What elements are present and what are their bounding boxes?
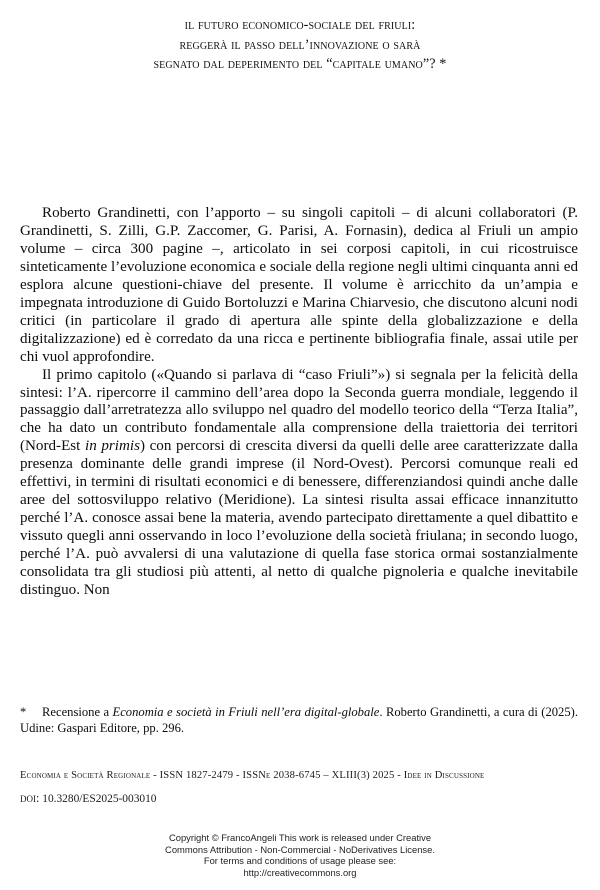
title-line-2: reggerà il passo dell’innovazione o sarà [179,36,421,53]
footnote-marker: * [20,705,27,719]
title-line-3: segnato dal deperimento del “capitale umano”? * [153,56,447,72]
article-body [20,205,578,600]
copyright-line-1: Copyright © FrancoAngeli This work is released under Creative [168,832,432,843]
footnote-book-title: Economia e società in Friuli nell’era digital-globale [112,705,380,719]
paragraph-2-segment-3: ) con percorsi di crescita diversi da quelli delle aree caratterizzate dalla presenza dominante delle grandi imprese (il Nord-Ovest). Percorsi comunque reali ed effettivi, in termini di risultati economici e di benessere, differenziandosi quindi anche dalle aree del sottosviluppo relativo (Meridione). La sintesi risulta assai efficace innanzitutto perché l’A. conosce assai bene la materia, avendo partecipato direttamente a quel dibattito e vissuto quegli anni osservando in loco l’evoluzione della società friulana; in secondo luogo, perché l’A. può avvalersi di una valutazione di quella fase storica ormai sostanzialmente consolidata tra gli studiosi più attenti, al netto di qualche pignoleria e qualche inevitabile distinguo. Non [20,438,578,599]
doi-value: 10.3280/ES2025-003010 [42,793,157,805]
copyright-url[interactable]: http://creativecommons.org [243,866,357,878]
footnote-prefix: Recensione a [42,705,113,719]
body-paragraph-2 [20,367,578,600]
article-title [20,16,580,75]
footnote-suffix: . Roberto Grandinetti, a cura di (2025). Udine: Gaspari Editore, pp. 296. [20,705,578,735]
paragraph-2-segment-1: Il primo capitolo («Quando si parlava di “caso Friuli”») si segnala per la felicità della sintesi: l’A. ripercorre il cammino dell’area dopo la Seconda guerra mondiale, leggendo il passaggio dall’arretratezza allo sviluppo nel quadro del modello teorico della “Terza Italia”, che ha dato un contributo fondamentale alla comprensione della traiettoria dei territori (Nord-Est [20,366,578,455]
body-paragraph-1: Roberto Grandinetti, con l’apporto – su singoli capitoli – di alcuni collaboratori (P. Grandinetti, S. Zilli, G.P. Zaccomer, G. Parisi, A. Fornasin), dedica al Friuli un ampio volume – circa 300 pagine –, articolato in sei corposi capitoli, in cui ricostruisce sinteticamente l’evoluzione economica e sociale della regione negli ultimi cinquanta anni ed esplora alcune questioni-chiave del presente. Il volume è arricchito da un’ampia e impegnata introduzione di Guido Bortoluzzi e Marina Chiarvesio, che discutono alcuni nodi critici (in particolare il grado di apertura alle spinte della globalizzazione e della digitalizzazione) ed è corredato da una ricca e pertinente bibliografia finale, assai utile per chi vuol approfondire. [20,205,578,365]
doi-label: doi: [20,791,40,805]
copyright-notice [0,832,600,878]
copyright-line-2: Commons Attribution - Non-Commercial - NoDerivatives License. [165,843,435,855]
copyright-line-3: For terms and conditions of usage please see: [203,855,397,867]
footnote-area [20,705,578,736]
title-line-1: il futuro economico-sociale del friuli: [184,17,416,33]
journal-line: Economia e Società Regionale - ISSN 1827-2479 - ISSNe 2038-6745 – XLIII(3) 2025 - Idee in Discussione [20,770,485,781]
footnote-entry [20,705,578,736]
journal-identification [20,769,578,783]
paragraph-2-italic-term: in primis [85,438,140,455]
doi-line [20,791,156,806]
